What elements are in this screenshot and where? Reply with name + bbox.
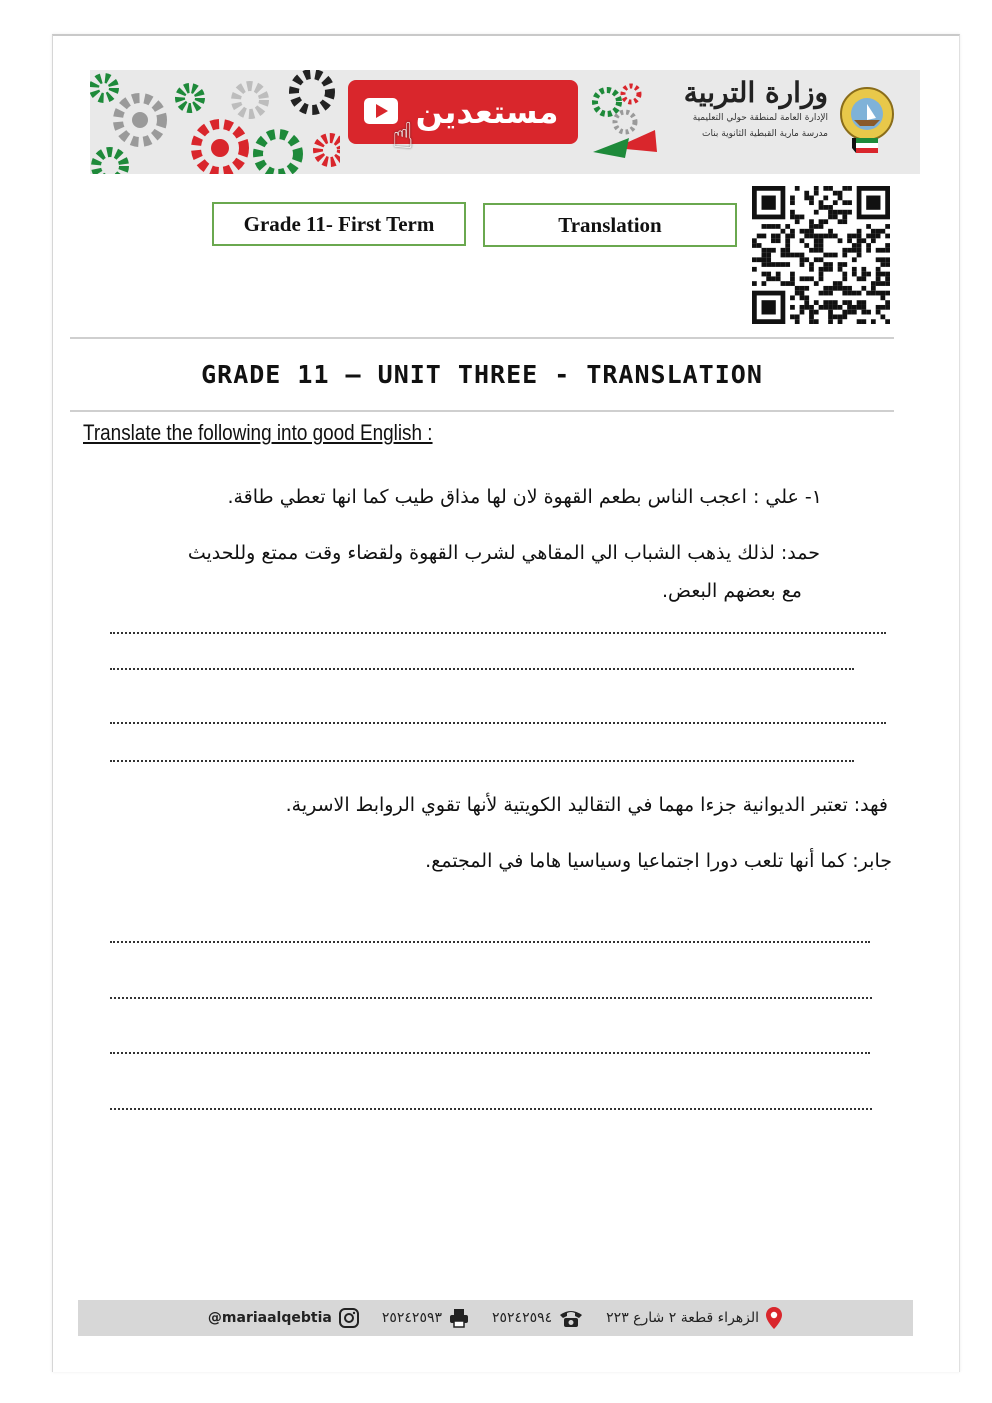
directorate-name: الإدارة العامة لمنطقة حولي التعليمية bbox=[692, 113, 828, 123]
answer-line[interactable] bbox=[110, 1050, 870, 1054]
brand-logo bbox=[348, 80, 578, 157]
answer-line[interactable] bbox=[110, 666, 854, 670]
qr-code bbox=[752, 186, 890, 324]
answer-line[interactable] bbox=[110, 720, 886, 724]
divider-bottom bbox=[70, 410, 894, 412]
subject-box bbox=[483, 203, 737, 247]
fax-number: ٢٥٢٤٢٥٩٣ bbox=[381, 1310, 442, 1326]
footer-fax bbox=[382, 1307, 470, 1329]
sentence-hamad-continued: مع بعضهم البعض. bbox=[662, 580, 802, 602]
brand-text: مستعدين bbox=[415, 93, 559, 131]
footer-phone bbox=[492, 1307, 584, 1329]
instruction-text: Translate the following into good English : bbox=[83, 420, 433, 445]
address-text: الزهراء قطعة ٢ شارع ٢٢٣ bbox=[606, 1310, 760, 1326]
header-banner bbox=[90, 70, 920, 174]
answer-line[interactable] bbox=[110, 758, 854, 762]
phone-icon bbox=[558, 1307, 584, 1329]
sentence-hamad: حمد: لذلك يذهب الشباب الي المقاهي لشرب القهوة ولقضاء وقت ممتع وللحديث bbox=[187, 542, 820, 564]
contact-footer bbox=[78, 1300, 913, 1336]
ministry-header bbox=[668, 76, 828, 142]
school-name: مدرسة مارية القبطية الثانوية بنات bbox=[702, 129, 828, 139]
sentence-fahad: فهد: تعتبر الديوانية جزءا مهما في التقاليد الكويتية لأنها تقوي الروابط الاسرية. bbox=[285, 794, 888, 816]
footer-instagram bbox=[208, 1307, 360, 1329]
answer-line[interactable] bbox=[110, 939, 870, 943]
sentence-ali: ١- علي : اعجب الناس بطعم القهوة لان لها مذاق طيب كما انها تعطي طاقة. bbox=[227, 486, 822, 508]
pointer-hand-icon: ☝ bbox=[392, 116, 414, 157]
instagram-handle: @mariaalqebtia bbox=[207, 1310, 332, 1326]
grade-term-label: Grade 11- First Term bbox=[243, 211, 435, 236]
divider-top bbox=[70, 337, 894, 339]
gears-decoration-icon bbox=[90, 70, 340, 174]
ministry-title: وزارة التربية bbox=[683, 76, 828, 109]
instagram-icon bbox=[338, 1307, 360, 1329]
phone-number: ٢٥٢٤٢٥٩٤ bbox=[492, 1310, 553, 1326]
page-title: GRADE 11 – UNIT THREE - TRANSLATION bbox=[201, 360, 763, 389]
answer-line[interactable] bbox=[110, 1106, 872, 1110]
subject-label: Translation bbox=[558, 212, 662, 237]
footer-address bbox=[606, 1306, 783, 1330]
grade-term-box bbox=[212, 202, 466, 246]
school-logo-icon bbox=[585, 78, 665, 168]
sentence-jaber: جابر: كما أنها تلعب دورا اجتماعيا وسياسيا هاما في المجتمع. bbox=[425, 850, 892, 872]
printer-icon bbox=[448, 1307, 470, 1329]
location-pin-icon bbox=[765, 1306, 783, 1330]
answer-line[interactable] bbox=[110, 630, 886, 634]
answer-line[interactable] bbox=[110, 995, 872, 999]
kuwait-emblem-icon bbox=[834, 76, 900, 166]
